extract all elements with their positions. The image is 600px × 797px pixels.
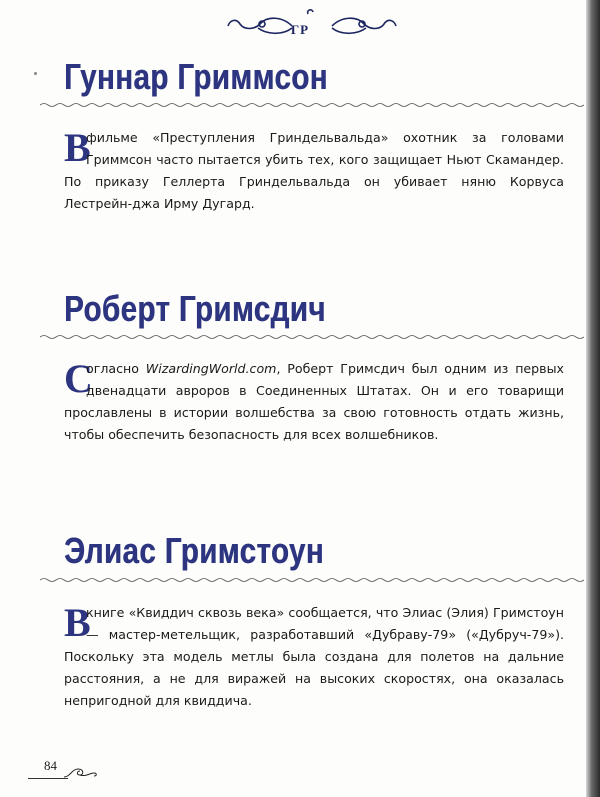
- entry-title-grimsditch: Роберт Гримсдич: [64, 288, 326, 329]
- dropcap: С: [64, 356, 93, 401]
- dropcap: В: [64, 125, 91, 170]
- book-binding-edge: [586, 0, 600, 797]
- dropcap: В: [64, 600, 91, 645]
- entry-text: книге «Квиддич сквозь века» сообщается, что Элиас (Элия) Гримстоун — мастер-метельщик, разработавший «Дубраву-79» («Дубруч-79»). Поскольку эта модель метлы была создана для полетов на дальние расстояния, а не для виражей на высоких скоростях, она оказалась непригодной для квиддича.: [64, 605, 564, 708]
- entry-text: огласно: [86, 361, 146, 376]
- footer-rule: [28, 778, 68, 779]
- section-letters: ГР: [290, 22, 310, 37]
- footer-ornament: [64, 763, 98, 779]
- entry-text: фильме «Преступления Гриндельвальда» охотник за головами Гриммсон часто пытается убить тех, кого защищает Ньют Скамандер. По приказу Геллерта Гриндельвальда он убивает няню Корвуса Лестрейн-джа Ирму Дугард.: [64, 130, 564, 211]
- website-name: WizardingWorld.com: [145, 361, 277, 376]
- entry-text: , Роберт Гримсдич был одним из первых двенадцати авроров в Соединенных Штатах. Он и его товарищи прославлены в истории волшебства за свою готовность отдать жизнь, чтобы обеспечить безопасность для всех волшебников.: [64, 361, 564, 442]
- wavy-divider: [40, 102, 588, 108]
- page-number: 84: [44, 758, 57, 773]
- entry-title-grimmson: Гуннар Гриммсон: [64, 56, 328, 97]
- entry-body-grimstone: [64, 602, 564, 712]
- entry-title-grimstone: Элиас Гримстоун: [64, 530, 324, 571]
- entry-body-grimmson: [64, 127, 564, 215]
- entry-body-grimsditch: [64, 358, 564, 446]
- wavy-divider: [40, 577, 588, 583]
- wavy-divider: [40, 334, 588, 340]
- scan-speck: [34, 72, 37, 75]
